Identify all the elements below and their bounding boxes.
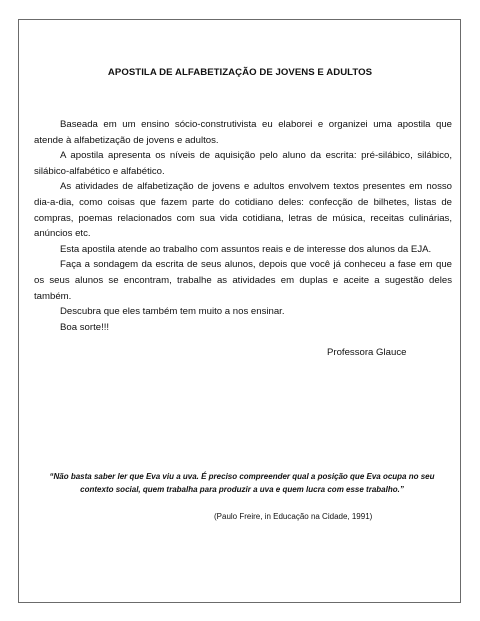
document-title: APOSTILA DE ALFABETIZAÇÃO DE JOVENS E ADULTOS [107,67,373,78]
paragraph-intro: Baseada em um ensino sócio-construtivista eu elaborei e organizei uma apostila que atende à alfabetização de jovens e adultos. [34,119,452,146]
paragraph-levels: A apostila apresenta os níveis de aquisição pelo aluno da escrita: pré-silábico, silábico, silábico-alfabético e alfabético. [34,150,452,177]
body-text [34,117,452,335]
paragraph-descubra: Descubra que eles também tem muito a nos ensinar. [60,306,285,318]
quote-citation: (Paulo Freire, in Educação na Cidade, 1991) [214,512,373,521]
paragraph-activities: As atividades de alfabetização de jovens e adultos envolvem textos presentes em nosso dia-a-dia, como coisas que fazem parte do cotidiano deles: confecção de bilhetes, listas de compras, poemas relacionados com sua vida cotidiana, letras de música, receitas culinárias, anúncios etc. [34,181,452,240]
paragraph-boa-sorte: Boa sorte!!! [60,321,110,333]
signature: Professora Glauce [327,347,407,358]
freire-quote: “Não basta saber ler que Eva viu a uva. É preciso compreender qual a posição que Eva ocupa no seu contexto social, quem trabalha para produzir a uva e quem lucra com esse trabalho.” [49,472,435,494]
paragraph-eja: Esta apostila atende ao trabalho com assuntos reais e de interesse dos alunos da EJA. [60,243,432,255]
paragraph-sondagem: Faça a sondagem da escrita de seus alunos, depois que você já conheceu a fase em que os seus alunos se encontram, trabalhe as atividades em duplas e aceite a sugestão deles também. [34,259,452,302]
